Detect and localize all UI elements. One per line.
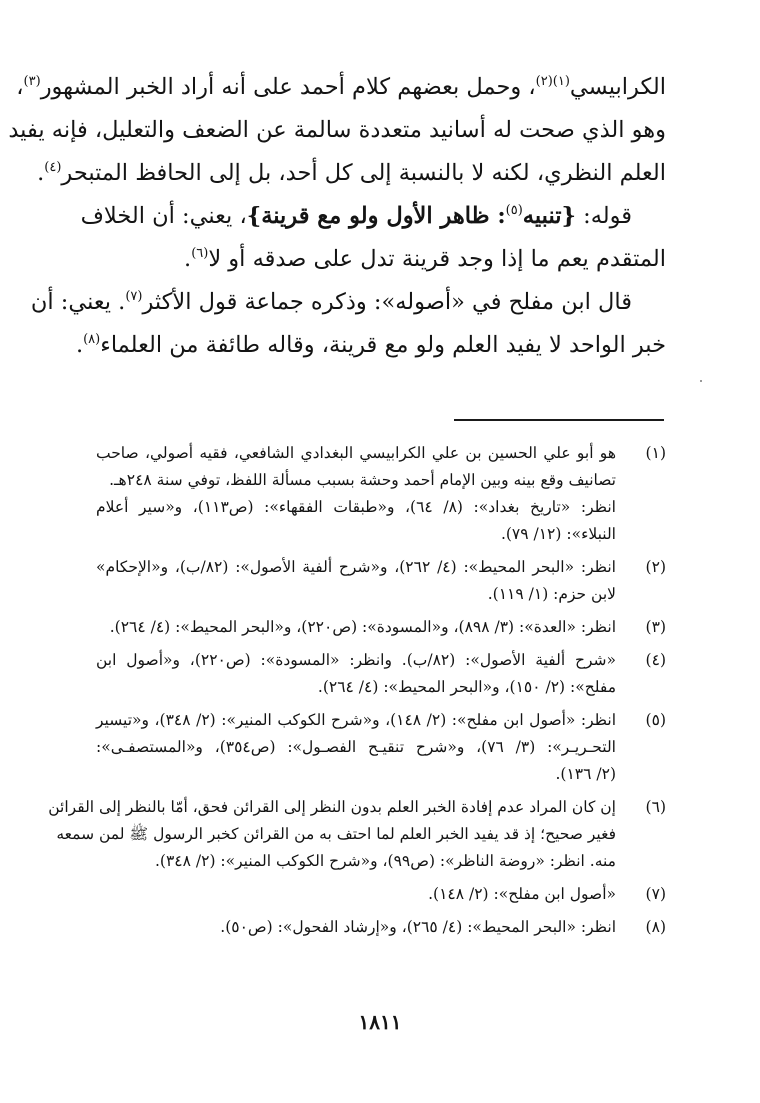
footnote-separator xyxy=(454,419,664,421)
text-line: العلم النظري، لكنه لا بالنسبة إلى كل أحد، بل إلى الحافظ المتبحر$^{(٤)}$. xyxy=(37,160,666,186)
footnote-ref: (٨) xyxy=(83,332,101,347)
footnote-line: لابن حزم: (١/ ١١٩). xyxy=(487,585,616,603)
footnote xyxy=(96,554,666,608)
footnote-line: انظر: «العدة»: (٣/ ٨٩٨)، و«المسودة»: (ص٢٢٠)، و«البحر المحيط»: (٤/ ٢٦٤). xyxy=(109,618,616,636)
footnote-line: «أصول ابن مفلح»: (٢/ ١٤٨). xyxy=(428,885,616,903)
footnote xyxy=(96,614,666,641)
footnote-line: انظر: «تاريخ بغداد»: (٨/ ٦٤)، و«طبقات الفقهاء»: (ص١١٣)، و«سير أعلام xyxy=(96,498,616,516)
footnote-line: فغير صحيح؛ إذ قد يفيد الخبر العلم لما احتف به من القرائن كخبر الرسول ﷺ لمن سمعه xyxy=(56,825,616,843)
footnote-ref: (٦) xyxy=(191,246,209,261)
text-line: قال ابن مفلح في «أصوله»: وذكره جماعة قول الأكثر$^{(٧)}$. يعني: أن xyxy=(30,289,632,315)
footnote-line: تصانيف وقع بينه وبين الإمام أحمد وحشة بسبب مسألة اللفظ، توفي سنة ٢٤٨هـ. xyxy=(109,471,616,489)
footnote-number: (٤) xyxy=(645,651,666,669)
footnote-line: إن كان المراد عدم إفادة الخبر العلم بدون النظر إلى القرائن فحق، أمّا بالنظر إلى القرائن xyxy=(48,798,616,816)
footnote-line: انظر: «أصول ابن مفلح»: (٢/ ١٤٨)، و«شرح الكوكب المنير»: (٢/ ٣٤٨)، و«تيسير xyxy=(96,711,617,729)
footnote-ref: (٧) xyxy=(125,289,143,304)
footnote-line: النبلاء»: (١٢/ ٧٩). xyxy=(500,525,616,543)
footnote xyxy=(48,794,666,875)
footnote xyxy=(96,707,666,788)
text-line: خبر الواحد لا يفيد العلم ولو مع قرينة، وقاله طائفة من العلماء$^{(٨)}$. xyxy=(75,332,666,358)
footnote-line: مفلح»: (٢/ ١٥٠)، و«البحر المحيط»: (٤/ ٢٦٤). xyxy=(317,678,616,696)
footnote-number: (٢) xyxy=(645,558,666,576)
footnotes xyxy=(48,440,666,947)
footnote xyxy=(96,647,666,701)
footnote-number: (٣) xyxy=(645,618,666,636)
footnote-line: هو أبو علي الحسين بن علي الكرابيسي البغدادي الشافعي، فقيه أصولي، صاحب xyxy=(96,444,616,462)
footnote-ref: (١) xyxy=(552,74,570,89)
footnote-ref: (٢) xyxy=(535,74,553,89)
footnote-ref: (٥) xyxy=(505,203,523,218)
footnote-number: (٦) xyxy=(645,798,666,816)
footnote-ref: (٤) xyxy=(44,160,62,175)
footnote-line: انظر: «البحر المحيط»: (٤/ ٢٦٥)، و«إرشاد الفحول»: (ص٥٠). xyxy=(220,918,616,936)
footnote-ref: (٣) xyxy=(23,74,41,89)
text-line: وهو الذي صحت له أسانيد متعددة سالمة عن الضعف والتعليل، فإنه يفيد xyxy=(8,117,666,143)
footnote-number: (٨) xyxy=(645,918,666,936)
footnote-number: (١) xyxy=(645,444,666,462)
text-line: قوله: {تنبيه$^{(٥)}$: ظاهر الأول ولو مع قرينة}، يعني: أن الخلاف xyxy=(80,203,632,229)
footnote-number: (٧) xyxy=(645,885,666,903)
footnote-number: (٥) xyxy=(645,711,666,729)
text-line: الكرابيسي$^{(١)(٢)}$، وحمل بعضهم كلام أحمد على أنه أراد الخبر المشهور$^{(٣)}$، xyxy=(16,74,666,100)
margin-dot xyxy=(700,380,702,382)
page-number: ١٨١١ xyxy=(358,1010,402,1034)
footnote xyxy=(96,881,666,908)
main-text xyxy=(8,66,666,367)
footnote-line: انظر: «البحر المحيط»: (٤/ ٢٦٢)، و«شرح ألفية الأصول»: (٨٢/ب)، و«الإحكام» xyxy=(96,558,616,576)
footnote-line: منه. انظر: «روضة الناظر»: (ص٩٩)، و«شرح الكوكب المنير»: (٢/ ٣٤٨). xyxy=(154,852,616,870)
footnote xyxy=(96,914,666,941)
footnote-line: «شرح ألفية الأصول»: (٨٢/ب). وانظر: «المسودة»: (ص٢٢٠)، و«أصول ابن xyxy=(96,651,617,669)
footnote-line: (٢/ ١٣٦). xyxy=(555,765,616,783)
footnote-line: التحـريـر»: (٣/ ٧٦)، و«شرح تنقيـح الفصـول»: (ص٣٥٤)، و«المستصفـى»: xyxy=(96,738,616,756)
footnote xyxy=(96,440,666,548)
text-line: المتقدم يعم ما إذا وجد قرينة تدل على صدقه أو لا$^{(٦)}$. xyxy=(184,246,666,272)
